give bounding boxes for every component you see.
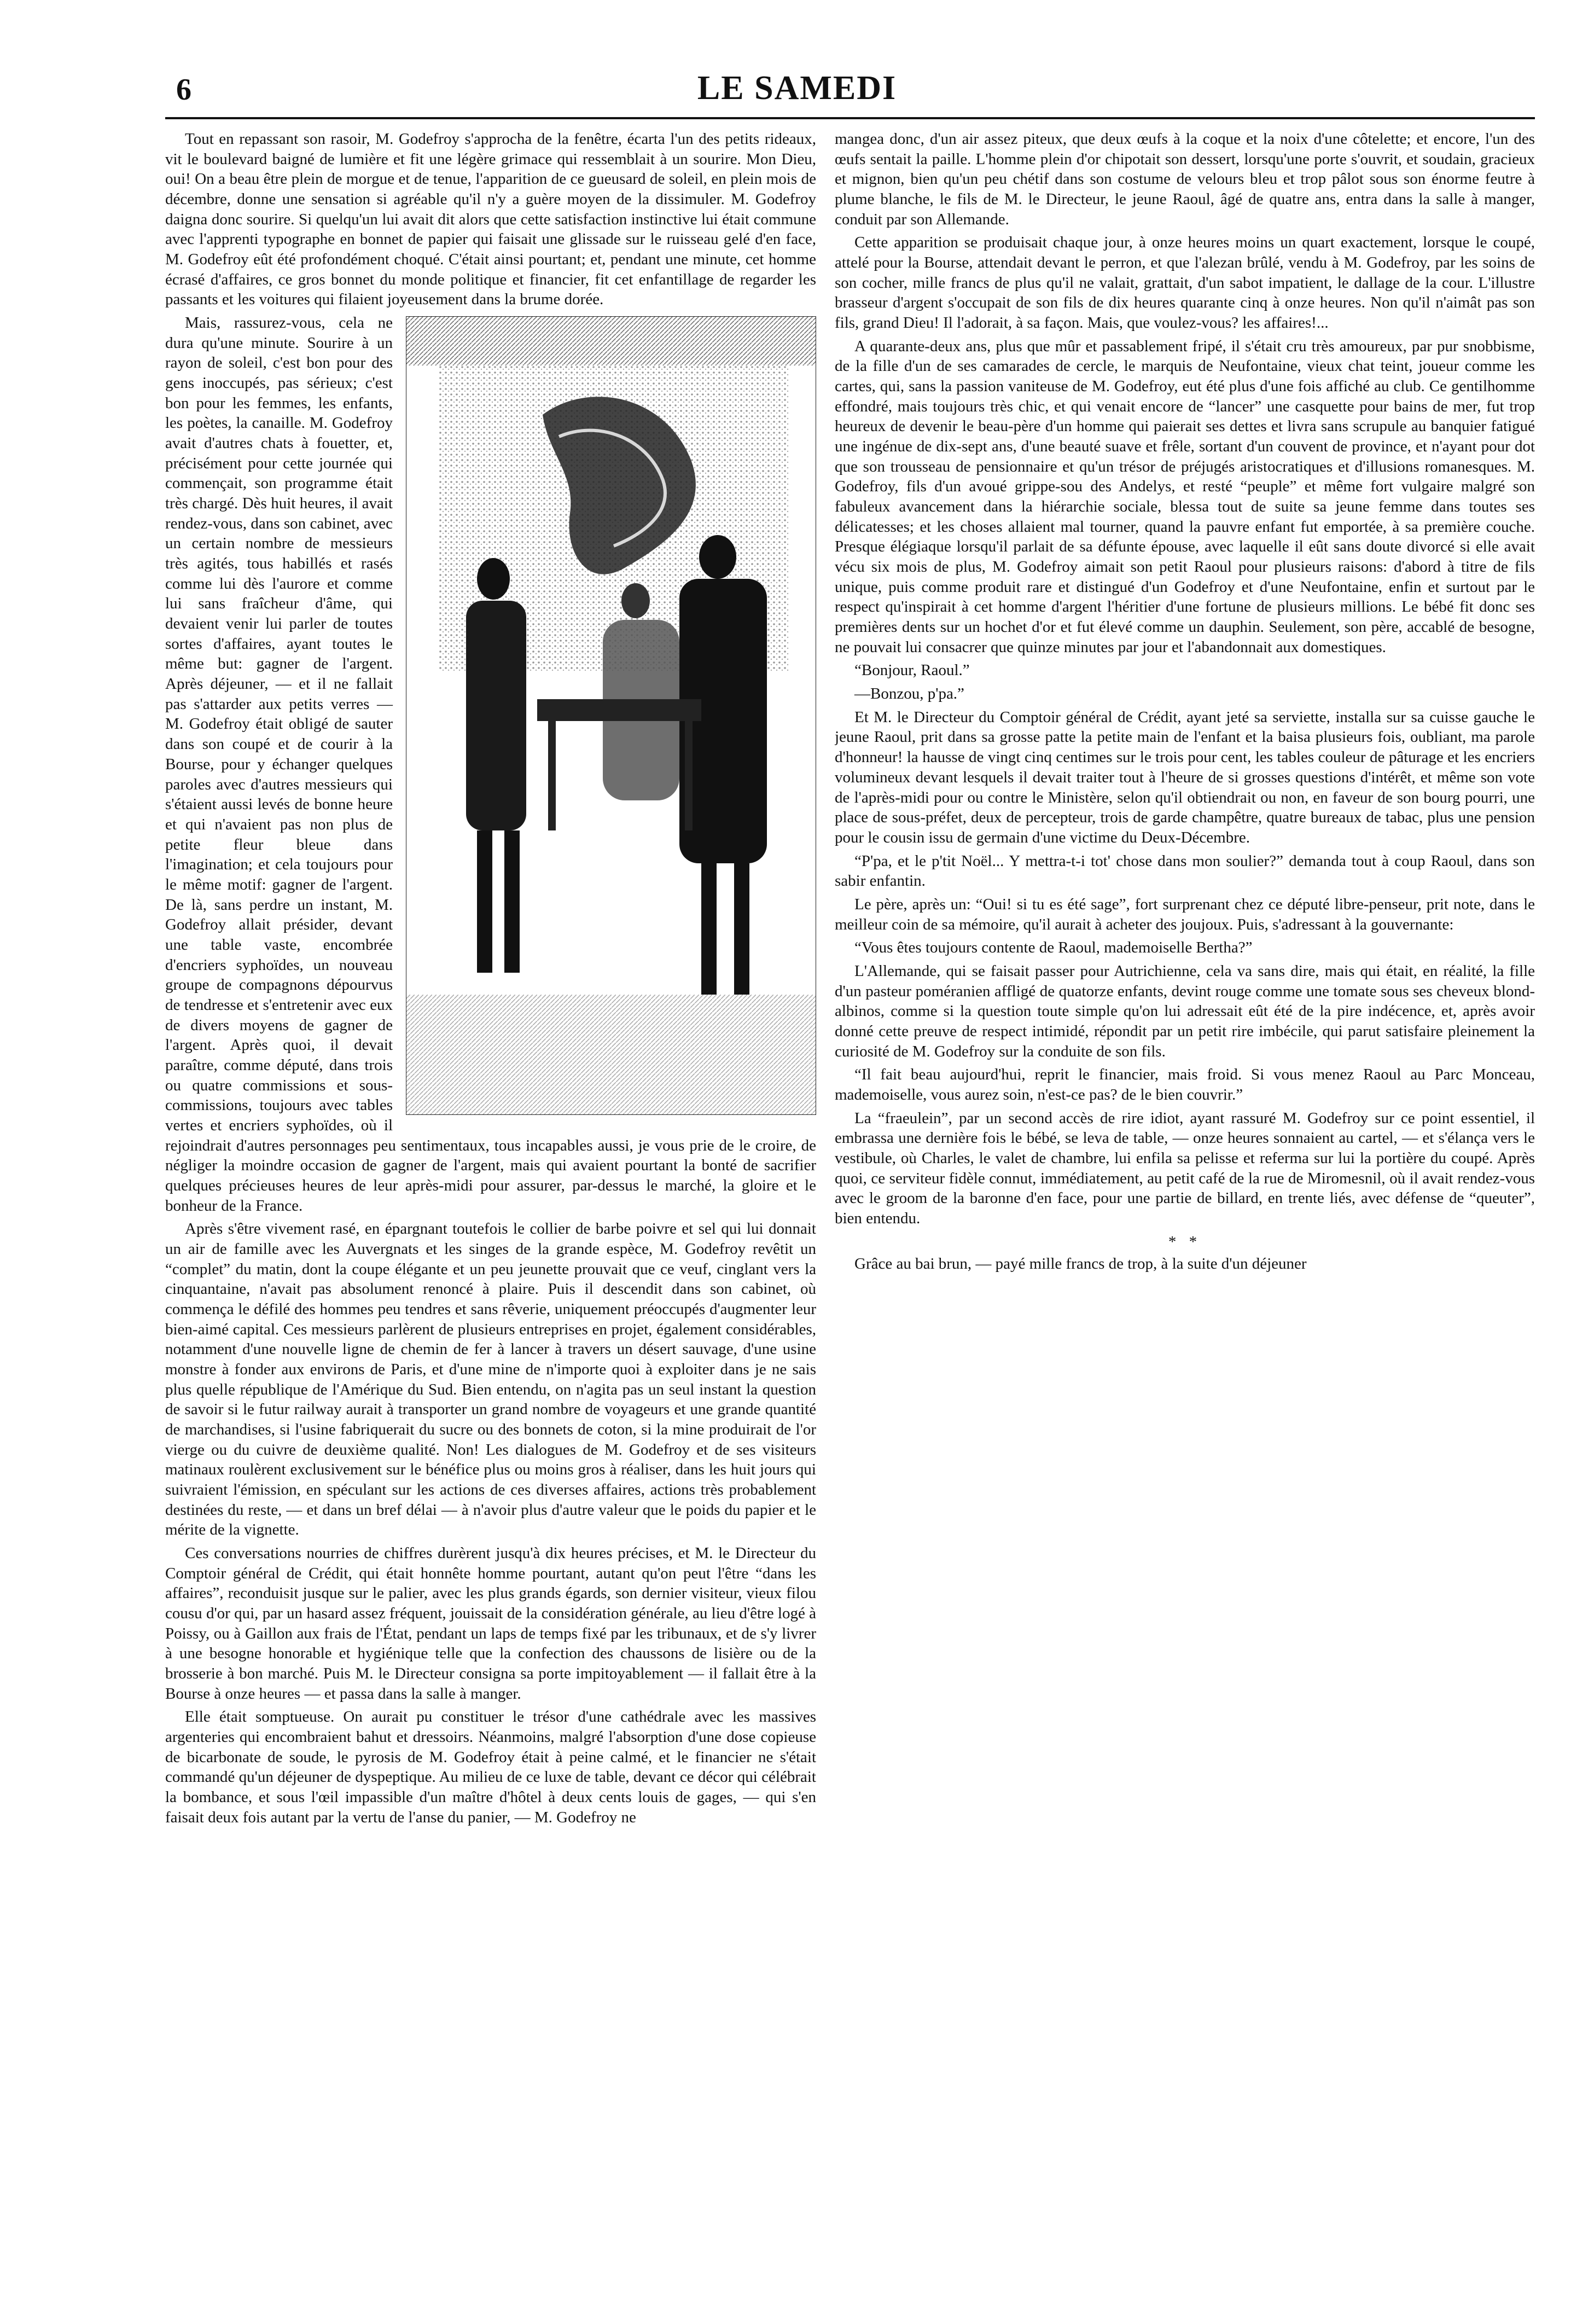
header-rule bbox=[165, 117, 1535, 119]
paragraph: Mais, rassurez-vous, cela ne dura qu'une minute. Sourire à un rayon de soleil, c'est bon pour des gens inoccupés, pas sérieux; c'est bon pour les femmes, les enfants, les poètes, la canaille. M. Godefroy avait d'autres chats à fouetter, et, précisément pour cette journée qui commençait, son programme était très chargé. Dès huit heures, il avait rendez-vous, dans son cabinet, avec un certain nombre de messieurs très agités, tous habillés et rasés comme lui dès l'aurore et comme lui sans fraîcheur d'âme, qui devaient venir lui parler de toutes sortes d'affaires, ayant toutes le même but: gagner de l'argent. Après déjeuner, — et il ne fallait pas s'attarder aux petits verres — M. Godefroy était obligé de sauter dans son coupé et de courir à la Bourse, pour y échanger quelques paroles avec d'autres messieurs qui s'étaient aussi levés de bonne heure et qui n'avaient pas non plus de petite fleur bleue dans l'imagination; et cela toujours pour le même motif: gagner de l'argent. De là, sans perdre un instant, M. Godefroy allait présider, devant une table vaste, encombrée d'encriers syphoïdes, un nouveau groupe de compagnons dépourvus de tendresse et s'entretenir avec eux de divers moyens de gagner de l'argent. Après quoi, il devait paraître, comme député, dans trois ou quatre commissions et sous-commissions, toujours avec tables vertes et encriers syphoïdes, où il rejoindrait d'autres personnages peu sentimentaux, tous incapables aussi, je vous prie de le croire, de négliger la moindre occasion de gagner de l'argent, mais qui avaient pourtant la bonté de sacrifier quelques précieuses heures de leur après-midi pour assurer, par-dessus le marché, la gloire et le bonheur de la France. bbox=[165, 314, 816, 1215]
dialogue-line: “Bonjour, Raoul.” bbox=[854, 661, 970, 679]
right-column bbox=[835, 129, 1535, 2180]
paragraph: mangea donc, d'un air assez piteux, que deux œufs à la coque et la noix d'une côtelette; et encore, l'un des œufs sentait la paille. L'homme plein d'or chipotait son dessert, lorsqu'une porte s'ouvrit, et soudain, gracieux et mignon, bien qu'un peu chétif dans son costume de velours bleu et trop pâlot sous son énorme feutre à plume blanche, le fils de M. le Directeur, le jeune Raoul, âgé de quatre ans, entra dans la salle à manger, conduit par son Allemande. bbox=[835, 130, 1535, 228]
section-break: * * bbox=[1168, 1233, 1202, 1251]
paragraph: L'Allemande, qui se faisait passer pour Autrichienne, cela va sans dire, mais qui était, en réalité, la fille d'un pasteur poméranien affligé de quatorze enfants, devint rouge comme une tomate sous ses cheveux blond-albinos, comme si la question toute simple qu'on lui adressait eût été de la pire indécence, et, après avoir donné cette preuve de respect intimidé, répondit par un petit rire imbécile, qui parut satisfaire pleinement la curiosité de M. Godefroy sur la conduite de son fils. bbox=[835, 962, 1535, 1060]
paragraph: Elle était somptueuse. On aurait pu constituer le trésor d'une cathédrale avec les massives argenteries qui encombraient bahut et dressoirs. Néanmoins, malgré l'absorption d'une dose copieuse de bicarbonate de soude, le pyrosis de M. Godefroy était à peine calmé, et le financier ne s'était commandé qu'un déjeuner de dyspeptique. Au milieu de ce luxe de table, devant ce décor qui célébrait la bombance, et sous l'œil impassible d'un maître d'hôtel à deux cents louis de gages, — qui s'en faisait deux fois autant par la vertu de l'anse du panier, — M. Godefroy ne bbox=[165, 1708, 816, 1826]
paragraph: Et M. le Directeur du Comptoir général de Crédit, ayant jeté sa serviette, installa sur sa cuisse gauche le jeune Raoul, prit dans sa grosse patte la petite main de l'enfant et la baisa plusieurs fois, oubliant, ma parole d'honneur! la hausse de vingt cinq centimes sur le trois pour cent, les tables couleur de pâturage et les encriers volumineux devant lesquels il devait traiter tout à l'heure de si grosses questions d'intérêt, et même son vote de l'après-midi pour ou contre le Ministère, selon qu'il obtiendrait ou non, en faveur de son bourg pourri, une place de sous-préfet, deux de percepteur, trois de garde champêtre, quatre bureaux de tabac, plus une pension pour le cousin issu de germain d'une victime du Deux-Décembre. bbox=[835, 708, 1535, 846]
paragraph: La “fraeulein”, par un second accès de rire idiot, ayant rassuré M. Godefroy sur ce point essentiel, il embrassa une dernière fois le bébé, se leva de table, — onze heures sonnaient au cartel, — et s'élança vers le vestibule, où Charles, le valet de chambre, lui enfila sa pelisse et referma sur lui la portière du coupé. Après quoi, ce serviteur fidèle connut, immédiatement, au petit café de la rue de Miromesnil, où il avait rendez-vous avec le groom de la baronne d'en face, pour une partie de billard, en trente liés, avec défense de “queuter”, bien entendu. bbox=[835, 1109, 1535, 1227]
paragraph: Grâce au bai brun, — payé mille francs de trop, à la suite d'un déjeuner bbox=[854, 1255, 1307, 1273]
paragraph: Le père, après un: “Oui! si tu es été sage”, fort surprenant chez ce député libre-penseur, prit note, dans le meilleur coin de sa mémoire, qu'il aurait à acheter des joujoux. Puis, s'adressant à la gouvernante: bbox=[835, 895, 1535, 933]
paragraph: Tout en repassant son rasoir, M. Godefroy s'approcha de la fenêtre, écarta l'un des petits rideaux, vit le boulevard baigné de lumière et fit une légère grimace qui ressemblait à un sourire. Mon Dieu, oui! On a beau être plein de morgue et de tenue, l'apparition de ce gueusard de soleil, en plein mois de décembre, donne une sensation si agréable qu'il n'y a guère moyen de la dissimuler. M. Godefroy daigna donc sourire. Si quelqu'un lui avait dit alors que cette satisfaction instinctive lui était commune avec l'apprenti typographe en bonnet de papier qui faisait une glissade sur le ruisseau gelé d'en face, M. Godefroy eût été profondément choqué. C'était ainsi pourtant; et, pendant une minute, cet homme écrasé d'affaires, ce gros bonnet du monde politique et financier, fit cet enfantillage de regarder les passants et les voitures qui filaient joyeusement dans la brume dorée. bbox=[165, 130, 816, 309]
left-column bbox=[165, 129, 816, 2180]
paragraph: A quarante-deux ans, plus que mûr et passablement fripé, il s'était cru très amoureux, par pur snobbisme, de la fille d'un de ses camarades de cercle, le marquis de Neufontaine, vieux chat teint, joueur comme les cartes, qui, sans la passion vaniteuse de M. Godefroy, eut été plus d'une fois affiché au club. Ce gentilhomme effondré, mais toujours très chic, et qui venait encore de “lancer” une casquette pour bains de mer, fut trop heureux de devenir le beau-père d'un homme qui paierait ses dettes et livra sans scrupule au banquier fatigué une ingénue de dix-sept ans, d'une beauté suave et frêle, sortant d'un couvent de province, et n'ayant pour dot que son trousseau de pensionnaire et qu'un trésor de préjugés aristocratiques et d'illusions romanesques. M. Godefroy, fils d'un avoué grippe-sou des Andelys, et resté “peuple” et même fort vulgaire malgré son fabuleux avancement dans la hiérarchie sociale, blessa tout de suite sa jeune femme dans toutes ses délicatesses; et les choses allaient mal tourner, quand la pauvre enfant fut emportée, à sa première couche. Presque élégiaque lorsqu'il parlait de sa défunte épouse, avec laquelle il eût sans doute divorcé si elle avait vécu six mois de plus, M. Godefroy aimait son petit Raoul pour plusieurs raisons: d'abord à titre de fils unique, puis comme produit rare et distingué d'un Godefroy et d'une Neufontaine, enfin et surtout par le respect qu'inspirait à cet homme d'argent l'héritier d'une fortune de plusieurs millions. Le bébé fit donc ses premières dents sur un hochet d'or et fut élevé comme un dauphin. Seulement, son père, accablé de besogne, ne pouvait lui consacrer que quinze minutes par jour et l'abandonnait aux domestiques. bbox=[835, 337, 1535, 656]
paragraph: Cette apparition se produisait chaque jour, à onze heures moins un quart exactement, lorsque le coupé, attelé pour la Bourse, attendait devant le perron, et que l'alezan brûlé, vendu à M. Godefroy, par les soins de son cocher, mille francs de plus qu'il ne valait, grattait, d'un sabot impatient, le dallage de la cour. L'illustre brasseur d'argent s'occupait de son fils de dix heures quarante cinq à onze heures. Non qu'il n'aimât pas son fils, grand Dieu! Il l'adorait, à sa façon. Mais, que voulez-vous? les affaires!... bbox=[835, 234, 1535, 332]
paragraph: “P'pa, et le p'tit Noël... Y mettra-t-i tot' chose dans mon soulier?” demanda tout à coup Raoul, dans son sabir enfantin. bbox=[835, 852, 1535, 890]
dialogue-line: —Bonzou, p'pa.” bbox=[854, 685, 964, 703]
page-title: LE SAMEDI bbox=[697, 69, 897, 107]
engraving-illustration bbox=[406, 316, 816, 1115]
page-number: 6 bbox=[176, 73, 191, 107]
paragraph: Après s'être vivement rasé, en épargnant toutefois le collier de barbe poivre et sel qui lui donnait un air de famille avec les Auvergnats et les singes de la grande espèce, M. Godefroy revêtit un “complet” du matin, dont la coupe élégante et un peu jeunette prouvait que ce veuf, cinglant vers la cinquantaine, n'avait pas absolument renoncé à plaire. Puis il descendit dans son cabinet, où commença le défilé des hommes peu tendres et sans rêverie, uniquement préoccupés d'augmenter leur bien-aimé capital. Ces messieurs parlèrent de plusieurs entreprises en projet, également considérables, notamment d'une nouvelle ligne de chemin de fer à lancer à travers un désert sauvage, d'une usine monstre à fonder aux environs de Paris, et d'une mine de n'importe quoi à exploiter dans je ne sais plus quelle république de l'Amérique du Sud. Bien entendu, on n'agita pas un seul instant la question de savoir si le futur railway aurait à transporter un grand nombre de voyageurs et une grande quantité de marchandises, si l'usine fabriquerait du sucre ou des bonnets de coton, si la mine produirait de l'or vierge ou du cuivre de deuxième qualité. Non! Les dialogues de M. Godefroy et de ses visiteurs matinaux roulèrent exclusivement sur le bénéfice plus ou moins gros à réaliser, dans les huit jours qui suivraient l'émission, en spéculant sur les actions de ces diverses affaires, actions très probablement destinées du reste, — et dans un bref délai — à n'avoir plus d'autre valeur que le poids du papier et le mérite de la vignette. bbox=[165, 1220, 816, 1539]
dialogue-line: “Vous êtes toujours contente de Raoul, mademoiselle Bertha?” bbox=[854, 939, 1253, 957]
paragraph: “Il fait beau aujourd'hui, reprit le financier, mais froid. Si vous menez Raoul au Parc Monceau, mademoiselle, vous aurez soin, n'est-ce pas? de le bien couvrir.” bbox=[835, 1066, 1535, 1103]
paragraph: Ces conversations nourries de chiffres durèrent jusqu'à dix heures précises, et M. le Directeur du Comptoir général de Crédit, qui était honnête homme pourtant, autant qu'on peut l'être “dans les affaires”, reconduisit jusque sur le palier, avec les plus grands égards, son dernier visiteur, vieux filou cousu d'or qui, par un hasard assez fréquent, jouissait de la considération générale, au lieu d'être logé à Poissy, ou à Gaillon aux frais de l'État, pendant un laps de temps fixé par les tribunaux, et de s'y livrer à une besogne honorable et hygiénique telle que la confection des chaussons de lisière ou de la brosserie à bon marché. Puis M. le Directeur consigna sa porte impitoyablement — il fallait être à la Bourse à onze heures — et passa dans la salle à manger. bbox=[165, 1544, 816, 1703]
